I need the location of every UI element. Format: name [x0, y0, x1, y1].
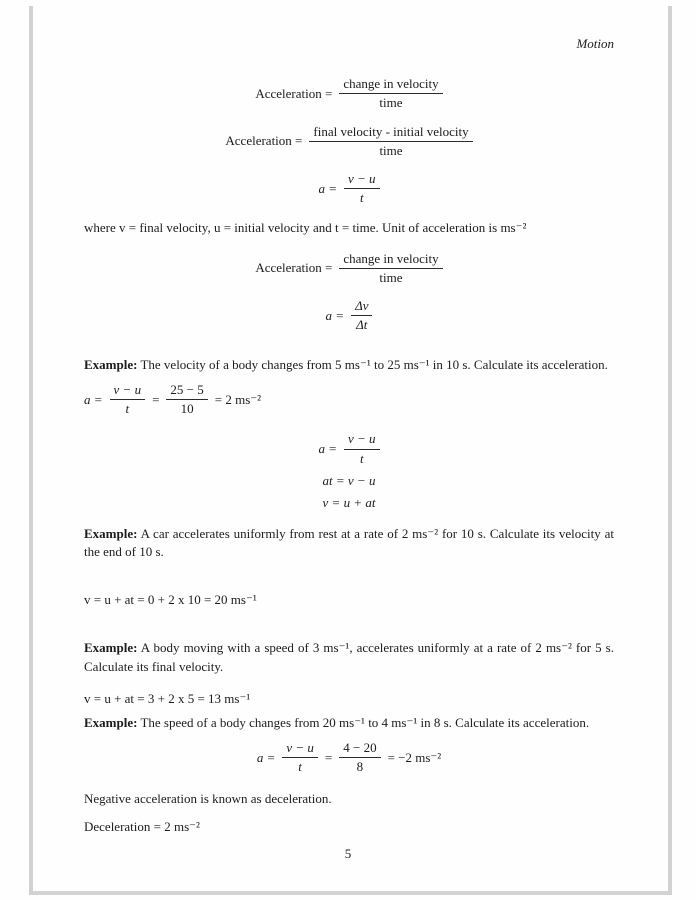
deceleration-value: Deceleration = 2 ms⁻²: [84, 818, 200, 834]
equation-result: = 2 ms⁻²: [214, 391, 262, 407]
fraction-numerator: v − u: [344, 171, 380, 189]
scan-edge-bottom: [29, 891, 672, 895]
fraction-denominator: t: [298, 759, 302, 775]
fraction-numerator: change in velocity: [339, 76, 442, 94]
equals-sign: =: [152, 391, 160, 407]
worked-equation-1: [84, 382, 614, 418]
fraction-denominator: t: [359, 450, 364, 466]
equation-result: = −2 ms⁻²: [387, 749, 442, 765]
fraction: [339, 251, 442, 287]
formula-lhs: Acceleration =: [255, 260, 333, 276]
fraction: [344, 431, 380, 467]
fraction-numerator: 25 − 5: [166, 382, 207, 400]
fraction: [309, 124, 472, 160]
example-4-paragraph: [84, 714, 614, 732]
equation-lhs: a =: [84, 391, 103, 407]
fraction: [110, 382, 146, 418]
worked-equation-4: [84, 740, 614, 776]
fraction-numerator: final velocity - initial velocity: [309, 124, 472, 142]
formula-acceleration-word-3: [84, 251, 614, 287]
formula-lhs: a =: [325, 307, 345, 323]
example-text: The speed of a body changes from 20 ms⁻¹ to 4 ms⁻¹ in 8 s. Calculate its acceleration.: [140, 715, 590, 730]
formula-lhs: a =: [318, 180, 337, 196]
formula-lhs: Acceleration =: [255, 85, 333, 101]
scan-edge-left: [29, 6, 33, 892]
formula-lhs: Acceleration =: [225, 133, 303, 149]
fraction-numerator: v − u: [344, 431, 380, 449]
formula-acceleration-word-1: [84, 76, 614, 112]
equals-sign: =: [324, 749, 333, 765]
fraction-denominator: time: [379, 142, 403, 158]
fraction-numerator: v − u: [282, 740, 318, 758]
fraction-denominator: t: [359, 190, 364, 206]
formula-acceleration-word-2: [84, 124, 614, 160]
fraction-denominator: 10: [180, 401, 194, 417]
fraction-denominator: 8: [356, 759, 364, 775]
fraction: [351, 298, 372, 334]
example-text: The velocity of a body changes from 5 ms⁻¹ to 25 ms⁻¹ in 10 s. Calculate its acceleration.: [140, 356, 608, 372]
derivation-step-2: [84, 473, 614, 489]
fraction-numerator: change in velocity: [339, 251, 442, 269]
fraction: [339, 740, 380, 776]
equation-text: at = v − u: [322, 472, 376, 488]
fraction-denominator: time: [379, 269, 403, 285]
where-definition-line: where v = final velocity, u = initial velocity and t = time. Unit of acceleration is ms⁻²: [84, 219, 527, 235]
scan-edge-right: [668, 6, 672, 892]
example-text: A car accelerates uniformly from rest at a rate of 2 ms⁻² for 10 s. Calculate its velocity at the end of 10 s.: [84, 525, 614, 560]
worked-equation-3: v = u + at = 3 + 2 x 5 = 13 ms⁻¹: [84, 690, 251, 706]
fraction: [339, 76, 442, 112]
running-title: Motion: [576, 36, 614, 51]
equation-text: v = u + at: [322, 494, 376, 510]
formula-delta: [84, 298, 614, 334]
example-2-paragraph: [84, 525, 614, 561]
example-1-paragraph: [84, 356, 614, 374]
fraction-denominator: time: [379, 95, 403, 111]
fraction-numerator: 4 − 20: [339, 740, 380, 758]
fraction: [344, 171, 380, 207]
page-number: 5: [344, 846, 352, 861]
fraction-denominator: t: [125, 401, 130, 417]
derivation-step-1: [84, 431, 614, 467]
example-label: Example:: [84, 715, 138, 730]
formula-acceleration-symbolic: [84, 171, 614, 207]
equation-lhs: a =: [256, 749, 276, 765]
example-text: A body moving with a speed of 3 ms⁻¹, accelerates uniformly at a rate of 2 ms⁻² for 5 s. Calculate its final velocity.: [84, 640, 614, 674]
derivation-step-3: [84, 495, 614, 511]
example-label: Example:: [84, 356, 138, 372]
example-label: Example:: [84, 525, 138, 541]
fraction: [282, 740, 318, 776]
deceleration-note: Negative acceleration is known as deceleration.: [84, 790, 332, 806]
example-label: Example:: [84, 640, 138, 656]
example-3-paragraph: [84, 639, 614, 675]
fraction: [166, 382, 207, 418]
fraction-numerator: v − u: [110, 382, 146, 400]
fraction-numerator: Δv: [351, 298, 372, 316]
fraction-denominator: Δt: [356, 317, 368, 333]
formula-lhs: a =: [318, 441, 337, 457]
worked-equation-2: v = u + at = 0 + 2 x 10 = 20 ms⁻¹: [84, 592, 257, 608]
